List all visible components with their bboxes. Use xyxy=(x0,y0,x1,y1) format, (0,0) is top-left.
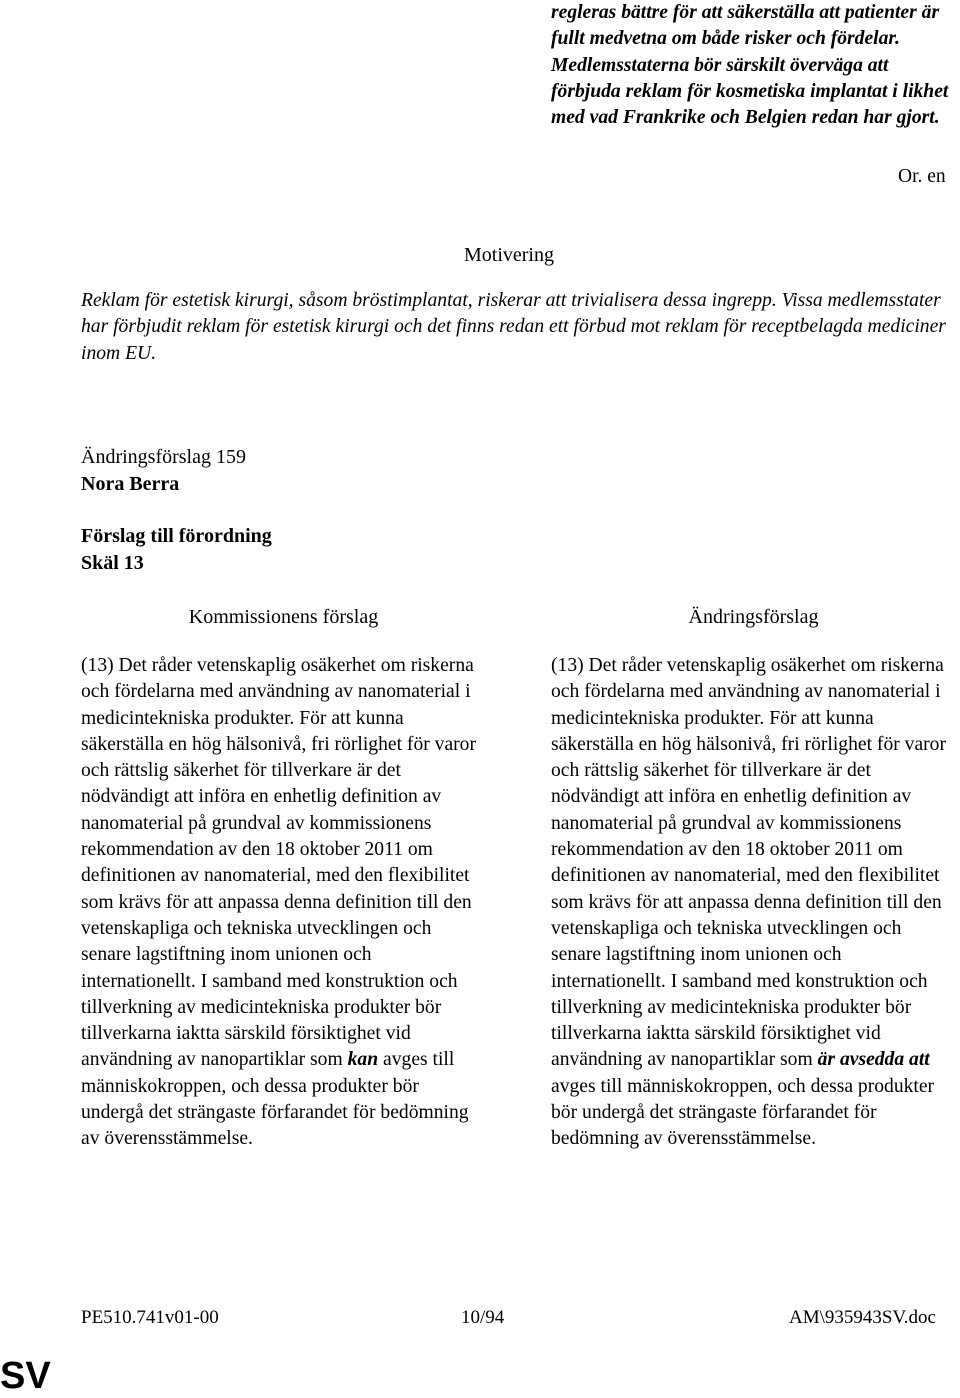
amendment-text xyxy=(551,653,956,1153)
amendment-column-heading: Ändringsförslag xyxy=(688,606,819,628)
justification-text: Reklam för estetisk kirurgi, såsom bröstimplantat, riskerar att trivialisera dessa ingrepp. Vissa medlemsstater har förbjudit reklam för estetisk kirurgi och det finns redan ett förbud mot reklam för receptbelagda mediciner inom EU. xyxy=(81,290,946,364)
left-text-after: avges till människokroppen, och dessa produkter bör undergå det strängaste förfarandet för bedömning av överensstämmelse. xyxy=(81,1049,469,1150)
left-text-emphasis: kan xyxy=(347,1049,379,1071)
original-language-marker: Or. en xyxy=(898,166,946,187)
language-code: SV xyxy=(0,1355,51,1397)
proposal-title: Förslag till förordning xyxy=(81,525,272,547)
justification-title: Motivering xyxy=(464,244,554,266)
commission-proposal-text xyxy=(81,653,486,1153)
right-text-after: avges till människokroppen, och dessa produkter bör undergå det strängaste förfarandet för bedömning av överensstämmelse. xyxy=(551,1075,935,1150)
justification-body xyxy=(81,288,951,367)
amendment-label: Ändringsförslag xyxy=(81,446,211,468)
footer-doc-ref: PE510.741v01-00 xyxy=(81,1307,219,1328)
amendment-author: Nora Berra xyxy=(81,473,180,495)
footer-page-number: 10/94 xyxy=(461,1307,505,1328)
right-text-before: (13) Det råder vetenskaplig osäkerhet om riskerna och fördelarna med användning av nanomaterial i medicintekniska produkter. För att kunna säkerställa en hög hälsonivå, fri rörlighet för varor och rättslig säkerhet för tillverkare är det nödvändigt att införa en enhetlig definition av nanomaterial på grundval av kommissionens rekommendation av den 18 oktober 2011 om definitionen av nanomaterial, med den flexibilitet som krävs för att anpassa denna definition till den vetenskapliga och tekniska utvecklingen och senare lagstiftning inom unionen och internationellt. I samband med konstruktion och tillverkning av medicintekniska produkter bör tillverkarna iaktta särskild försiktighet vid användning av nanopartiklar som xyxy=(551,655,947,1071)
amendment-number-line xyxy=(81,444,246,471)
proposal-header xyxy=(81,523,272,576)
proposal-reference: Skäl 13 xyxy=(81,551,144,574)
continued-text: regleras bättre för att säkerställa att patienter är fullt medvetna om både risker och fördelar. Medlemsstaterna bör särskilt överväga att förbjuda reklam för kosmetiska implantat i likhet med vad Frankrike och Belgien redan har gjort. xyxy=(551,2,949,129)
commission-proposal-heading: Kommissionens förslag xyxy=(188,606,379,628)
amendment-number: 159 xyxy=(215,446,246,468)
right-text-emphasis: är avsedda att xyxy=(817,1049,930,1071)
continued-amendment-text xyxy=(551,0,951,131)
footer-file-name: AM\935943SV.doc xyxy=(789,1307,936,1328)
amendment-header xyxy=(81,444,246,498)
left-text-before: (13) Det råder vetenskaplig osäkerhet om riskerna och fördelarna med användning av nanomaterial i medicintekniska produkter. För att kunna säkerställa en hög hälsonivå, fri rörlighet för varor och rättslig säkerhet för tillverkare är det nödvändigt att införa en enhetlig definition av nanomaterial på grundval av kommissionens rekommendation av den 18 oktober 2011 om definitionen av nanomaterial, med den flexibilitet som krävs för att anpassa denna definition till den vetenskapliga och tekniska utvecklingen och senare lagstiftning inom unionen och internationellt. I samband med konstruktion och tillverkning av medicintekniska produkter bör tillverkarna iaktta särskild försiktighet vid användning av nanopartiklar som xyxy=(81,655,477,1071)
